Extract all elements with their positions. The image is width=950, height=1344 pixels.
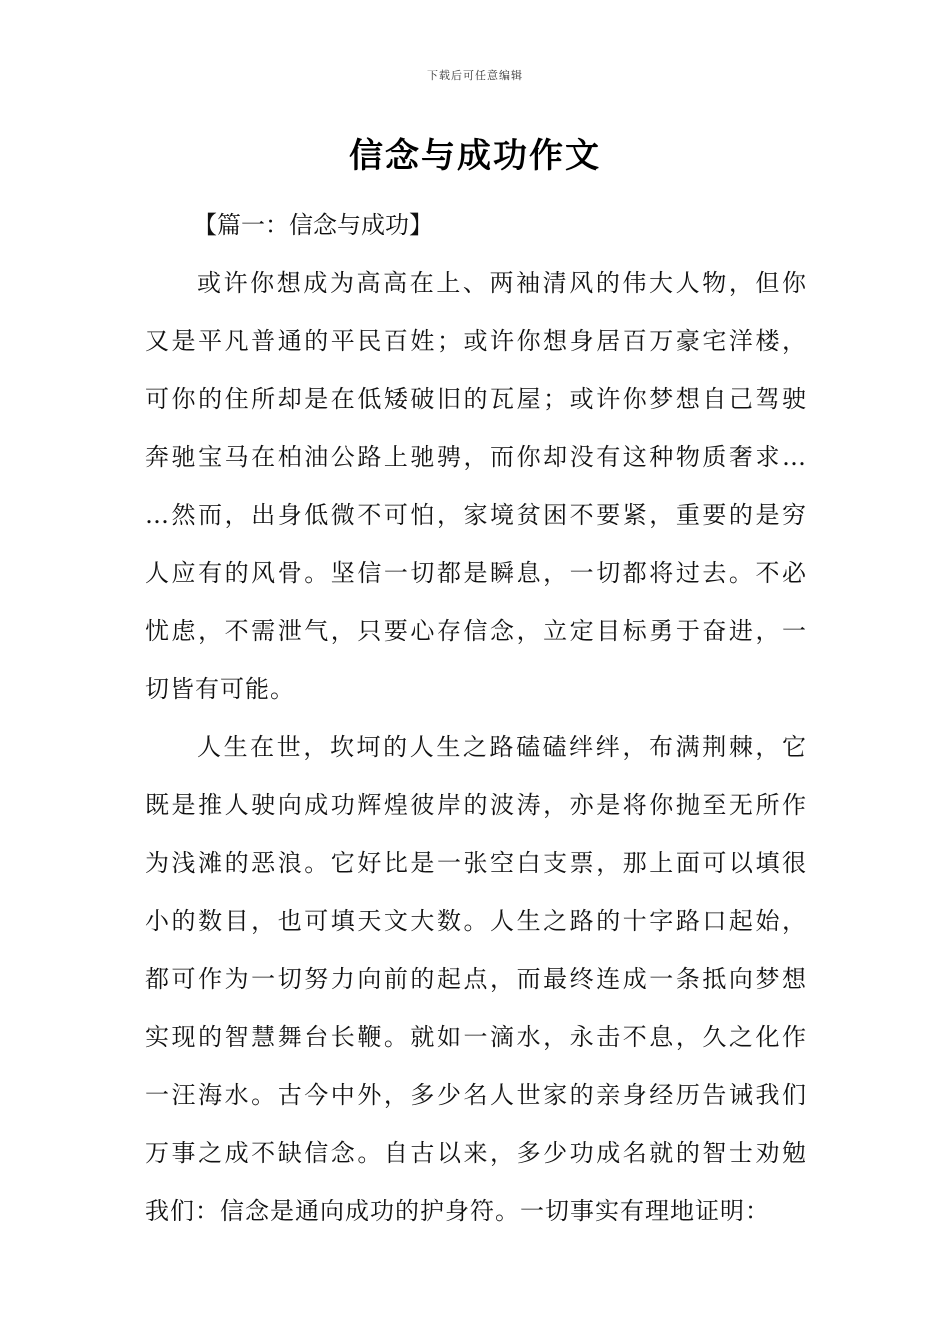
paragraph-line: 一汪海水。古今中外，多少名人世家的亲身经历告诫我们	[145, 1081, 807, 1109]
paragraph-line: 都可作为一切努力向前的起点，而最终连成一条抵向梦想	[145, 965, 807, 993]
paragraph-1	[145, 254, 807, 718]
document-body	[145, 196, 807, 1240]
paragraph-line: …然而，出身低微不可怕，家境贫困不要紧，重要的是穷	[145, 501, 807, 529]
paragraph-line: 为浅滩的恶浪。它好比是一张空白支票，那上面可以填很	[145, 849, 807, 877]
paragraph-line: 实现的智慧舞台长鞭。就如一滴水，永击不息，久之化作	[145, 1023, 807, 1051]
paragraph-line: 既是推人驶向成功辉煌彼岸的波涛，亦是将你抛至无所作	[145, 791, 807, 819]
paragraph-line: 可你的住所却是在低矮破旧的瓦屋；或许你梦想自己驾驶	[145, 385, 807, 413]
paragraph-2	[145, 718, 807, 1240]
paragraph-line: 万事之成不缺信念。自古以来，多少功成名就的智士劝勉	[145, 1139, 807, 1167]
paragraph-line: 或许你想成为高高在上、两袖清风的伟大人物，但你	[197, 269, 807, 297]
paragraph-line: 小的数目，也可填天文大数。人生之路的十字路口起始，	[145, 907, 807, 935]
paragraph-line: 忧虑，不需泄气，只要心存信念，立定目标勇于奋进，一	[145, 617, 807, 645]
paragraph-line: 我们：信念是通向成功的护身符。一切事实有理地证明：	[145, 1197, 770, 1225]
section-heading: 【篇一：信念与成功】	[193, 211, 433, 239]
paragraph-line: 切皆有可能。	[145, 675, 295, 703]
paragraph-line: 又是平凡普通的平民百姓；或许你想身居百万豪宅洋楼，	[145, 327, 807, 355]
page-title: 信念与成功作文	[349, 136, 601, 176]
paragraph-line: 人应有的风骨。坚信一切都是瞬息，一切都将过去。不必	[145, 559, 807, 587]
paragraph-line: 人生在世，坎坷的人生之路磕磕绊绊，布满荆棘，它	[197, 733, 807, 761]
header-note: 下载后可任意编辑	[427, 69, 523, 82]
paragraph-line: 奔驰宝马在柏油公路上驰骋，而你却没有这种物质奢求…	[145, 443, 807, 471]
